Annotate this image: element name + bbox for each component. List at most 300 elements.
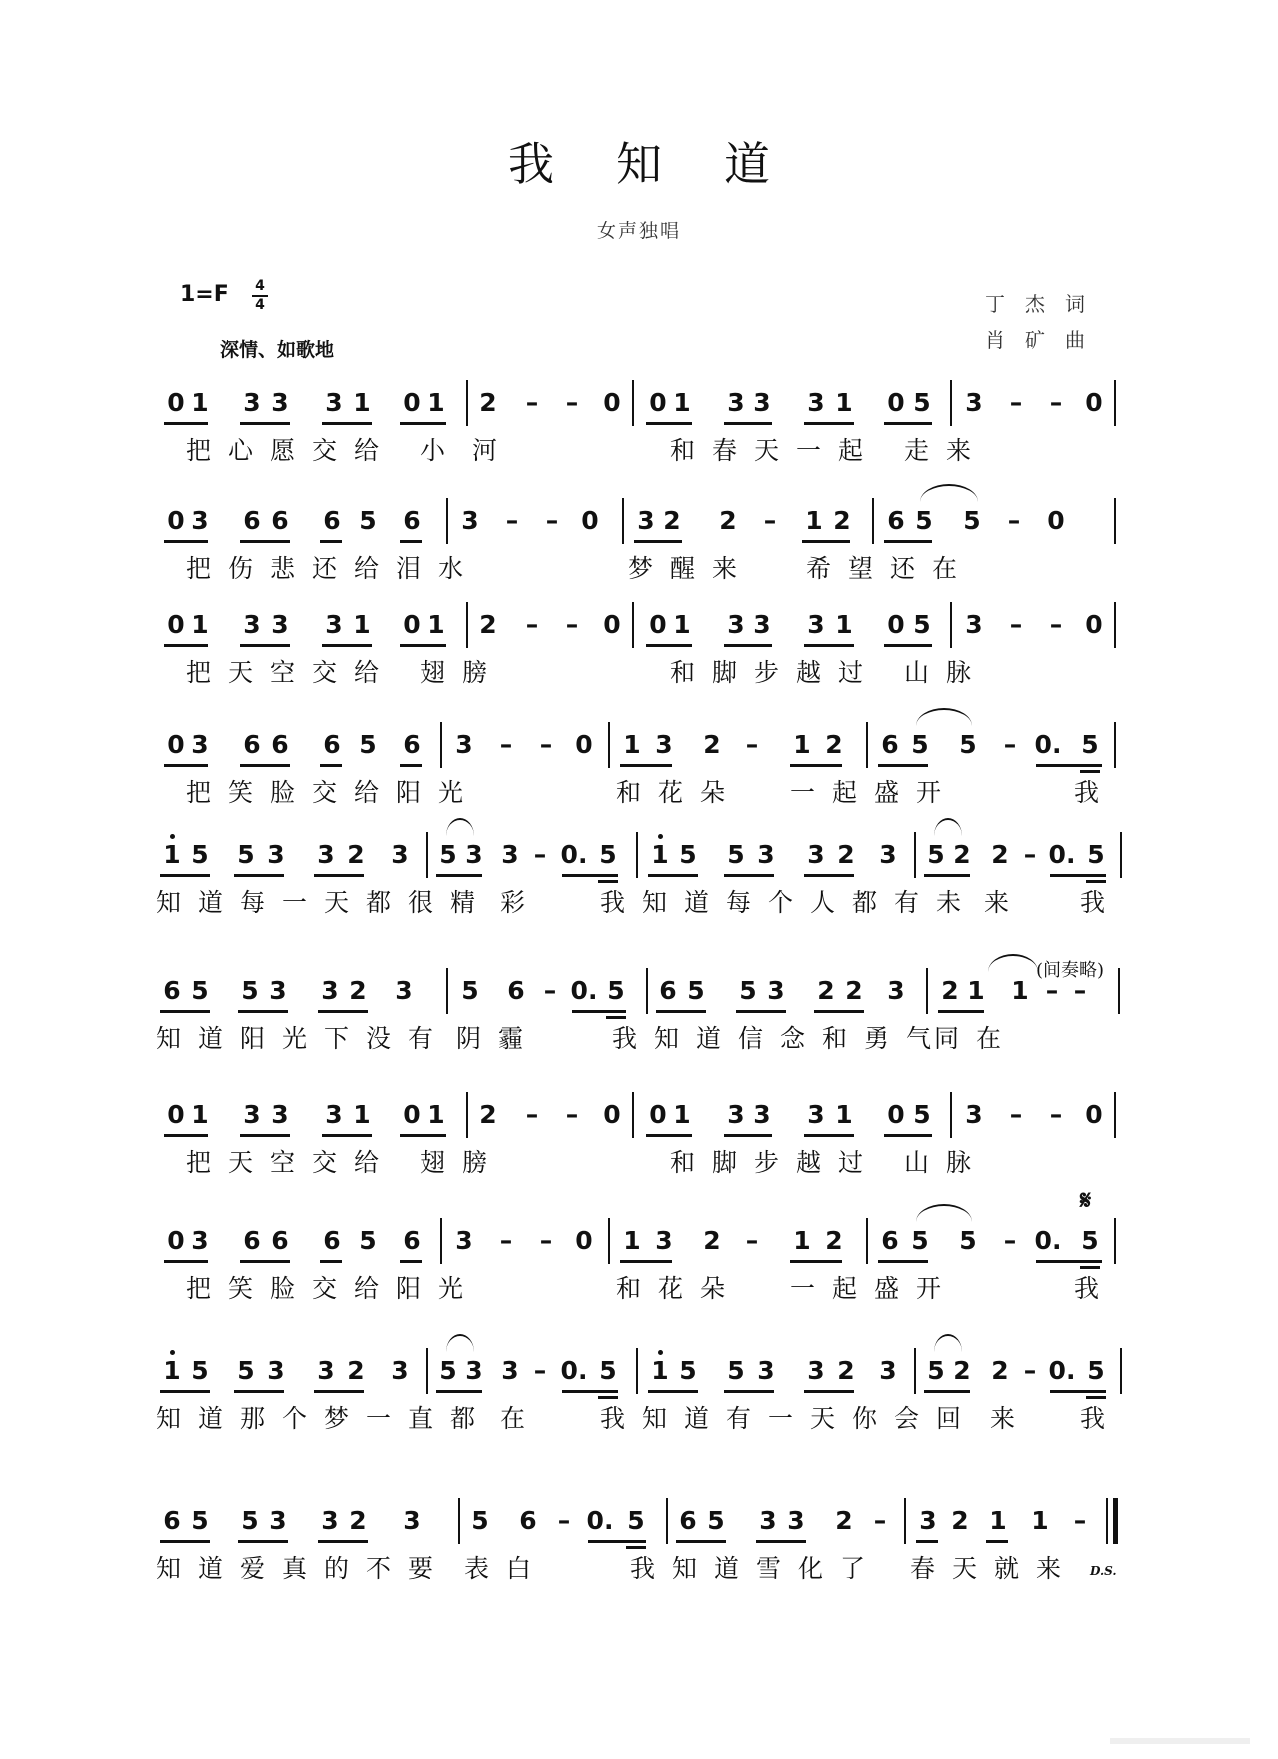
beam xyxy=(620,1260,672,1263)
note: – xyxy=(525,388,539,417)
lyric: 我 xyxy=(1074,778,1117,807)
note: 1 xyxy=(989,1506,1007,1535)
note: 1 xyxy=(191,1100,209,1129)
beam xyxy=(400,1134,446,1137)
lyric: 山脉 xyxy=(904,1148,989,1177)
note: 3 xyxy=(455,1226,473,1255)
note: – xyxy=(565,610,579,639)
note: 3 xyxy=(655,730,673,759)
performance-subtitle: 女声独唱 xyxy=(596,220,681,242)
note: – xyxy=(1045,976,1059,1005)
note: 3 xyxy=(787,1506,805,1535)
beam xyxy=(322,422,372,425)
lyric: 和脚步越过 xyxy=(670,1148,881,1177)
note: 3 xyxy=(879,840,897,869)
beam xyxy=(598,1396,618,1399)
barline xyxy=(632,380,634,426)
note: 5 xyxy=(191,840,209,869)
beam xyxy=(804,422,854,425)
note: 3 xyxy=(191,730,209,759)
note: 1 xyxy=(353,388,371,417)
note: 1 xyxy=(651,1356,669,1385)
barline xyxy=(426,1348,428,1394)
note: 3 xyxy=(271,610,289,639)
note: 2 xyxy=(703,730,721,759)
note: – xyxy=(1023,1356,1037,1385)
note: – xyxy=(1009,388,1023,417)
barline xyxy=(636,1348,638,1394)
note: – xyxy=(1023,840,1037,869)
note: 2 xyxy=(817,976,835,1005)
beam xyxy=(322,1134,372,1137)
note: 0 xyxy=(1085,610,1103,639)
note: 2 xyxy=(703,1226,721,1255)
beam xyxy=(676,1540,726,1543)
time-signature-top: 4 xyxy=(255,278,265,294)
note: 3 xyxy=(753,1100,771,1129)
beam xyxy=(164,764,208,767)
barline xyxy=(446,498,448,544)
note: 0 xyxy=(603,610,621,639)
note: 3 xyxy=(727,388,745,417)
note: 0 xyxy=(649,610,667,639)
barline xyxy=(950,1092,952,1138)
note: 1 xyxy=(673,1100,691,1129)
note: 0 xyxy=(403,1100,421,1129)
lyric: 我知道雪化了 xyxy=(630,1554,883,1583)
note: 0 xyxy=(167,1100,185,1129)
note: 1 xyxy=(191,388,209,417)
note: 5 xyxy=(1087,1356,1105,1385)
note: 5 xyxy=(927,1356,945,1385)
note: 0 xyxy=(603,1100,621,1129)
lyric: 和花朵 xyxy=(616,1274,743,1303)
note: – xyxy=(1049,1100,1063,1129)
note: 6 xyxy=(519,1506,537,1535)
note: 3 xyxy=(807,840,825,869)
beam xyxy=(804,1134,854,1137)
beam xyxy=(160,1010,210,1013)
note: 3 xyxy=(887,976,905,1005)
note: 5 xyxy=(679,1356,697,1385)
note: 0 xyxy=(581,506,599,535)
note: 5 xyxy=(959,730,977,759)
note: 3 xyxy=(919,1506,937,1535)
note: 1 xyxy=(163,840,181,869)
note: 5 xyxy=(911,1226,929,1255)
lyricist-credit: 丁杰词 xyxy=(985,292,1105,316)
beam xyxy=(240,644,290,647)
beam xyxy=(804,1390,854,1393)
beam xyxy=(160,1390,210,1393)
note: 3 xyxy=(501,840,519,869)
note: 3 xyxy=(325,610,343,639)
lyric: 知道阳光下没有 xyxy=(156,1024,451,1053)
beam xyxy=(648,874,698,877)
lyric: 山脉 xyxy=(904,658,989,687)
note: 3 xyxy=(269,976,287,1005)
note: 3 xyxy=(757,840,775,869)
note: – xyxy=(1007,506,1021,535)
beam xyxy=(320,1260,342,1263)
beam xyxy=(804,874,854,877)
barline xyxy=(446,968,448,1014)
beam xyxy=(240,422,290,425)
beam xyxy=(1080,770,1100,773)
note: 3 xyxy=(191,1226,209,1255)
beam xyxy=(1086,880,1106,883)
barline xyxy=(1120,832,1122,878)
note: – xyxy=(1049,610,1063,639)
note: 6 xyxy=(323,730,341,759)
lyric: 知道那个梦一直都 xyxy=(156,1404,493,1433)
beam xyxy=(1086,1396,1106,1399)
barline xyxy=(1114,380,1116,426)
note: 0. xyxy=(560,1356,588,1385)
tempo-marking: 深情、如歌地 xyxy=(220,339,335,361)
note: 3 xyxy=(191,506,209,535)
beam xyxy=(878,764,928,767)
note: 3 xyxy=(461,506,479,535)
note: 2 xyxy=(663,506,681,535)
note: 1 xyxy=(623,730,641,759)
note: 2 xyxy=(953,840,971,869)
note: – xyxy=(873,1506,887,1535)
note: 5 xyxy=(1087,840,1105,869)
note: 2 xyxy=(349,1506,367,1535)
beam xyxy=(598,880,618,883)
note: 1 xyxy=(623,1226,641,1255)
note: – xyxy=(1049,388,1063,417)
note: 5 xyxy=(241,976,259,1005)
note: 3 xyxy=(807,610,825,639)
lyric: 在 xyxy=(500,1404,543,1433)
beam xyxy=(240,1260,290,1263)
beam xyxy=(400,644,446,647)
barline xyxy=(440,1218,442,1264)
barline xyxy=(914,1348,916,1394)
note: 6 xyxy=(403,506,421,535)
lyric: 我 xyxy=(1080,888,1123,917)
final-barline-thick xyxy=(1113,1498,1118,1544)
note: 0. xyxy=(1034,1226,1062,1255)
note: 2 xyxy=(825,730,843,759)
note: 0 xyxy=(1085,1100,1103,1129)
note: 6 xyxy=(271,1226,289,1255)
note: 6 xyxy=(163,1506,181,1535)
note: 3 xyxy=(243,610,261,639)
beam xyxy=(160,874,210,877)
beam xyxy=(320,540,342,543)
barline xyxy=(1114,498,1116,544)
barline xyxy=(636,832,638,878)
beam xyxy=(164,644,208,647)
note: 0 xyxy=(167,388,185,417)
barline xyxy=(466,380,468,426)
note: 0 xyxy=(575,730,593,759)
note: 0 xyxy=(167,1226,185,1255)
beam xyxy=(164,540,208,543)
note: – xyxy=(1009,1100,1023,1129)
beam xyxy=(884,540,932,543)
note: 3 xyxy=(759,1506,777,1535)
beam xyxy=(648,1390,698,1393)
note: 3 xyxy=(965,610,983,639)
note: 3 xyxy=(753,610,771,639)
barline xyxy=(466,1092,468,1138)
note: – xyxy=(1009,610,1023,639)
barline xyxy=(632,602,634,648)
beam xyxy=(240,764,290,767)
note: 2 xyxy=(719,506,737,535)
note: 3 xyxy=(271,1100,289,1129)
note: 3 xyxy=(965,1100,983,1129)
note: 2 xyxy=(953,1356,971,1385)
note: 1 xyxy=(805,506,823,535)
barline xyxy=(466,602,468,648)
note: 2 xyxy=(941,976,959,1005)
note: 1 xyxy=(793,1226,811,1255)
lyric: 一起盛开 xyxy=(790,778,959,807)
note: 3 xyxy=(317,840,335,869)
note: 3 xyxy=(403,1506,421,1535)
beam xyxy=(320,764,342,767)
beam xyxy=(620,764,672,767)
lyric: 走来 xyxy=(904,436,989,465)
lyric: 我知道信念和勇气 xyxy=(612,1024,949,1053)
lyric: 彩 xyxy=(500,888,543,917)
score-system-4 xyxy=(0,730,1278,840)
note: 3 xyxy=(267,1356,285,1385)
note: – xyxy=(763,506,777,535)
note: 3 xyxy=(391,840,409,869)
note: 6 xyxy=(243,730,261,759)
beam xyxy=(884,1134,932,1137)
note: 5 xyxy=(727,1356,745,1385)
lyric: 小 xyxy=(420,436,463,465)
barline xyxy=(426,832,428,878)
note: 2 xyxy=(347,1356,365,1385)
note: 1 xyxy=(427,388,445,417)
beam xyxy=(634,540,682,543)
slur xyxy=(934,1334,962,1352)
note: 5 xyxy=(237,1356,255,1385)
beam xyxy=(160,1540,210,1543)
note: – xyxy=(1073,976,1087,1005)
barline xyxy=(1120,1348,1122,1394)
note: 0 xyxy=(649,1100,667,1129)
lyric: 翅膀 xyxy=(420,1148,505,1177)
note: 0 xyxy=(649,388,667,417)
slur xyxy=(988,954,1038,972)
note: 2 xyxy=(837,1356,855,1385)
note: 0. xyxy=(1048,1356,1076,1385)
barline xyxy=(866,722,868,768)
note: – xyxy=(565,388,579,417)
lyric: 同在 xyxy=(934,1024,1019,1053)
note: 0 xyxy=(403,388,421,417)
note: 5 xyxy=(1081,730,1099,759)
note: 1 xyxy=(967,976,985,1005)
barline xyxy=(950,602,952,648)
lyric: 把笑脸交给阳光 xyxy=(186,778,481,807)
lyric: 和花朵 xyxy=(616,778,743,807)
barline xyxy=(1114,1218,1116,1264)
note: 6 xyxy=(323,1226,341,1255)
note: 1 xyxy=(673,610,691,639)
note: 3 xyxy=(455,730,473,759)
beam xyxy=(606,1016,626,1019)
note: 6 xyxy=(243,1226,261,1255)
beam xyxy=(790,764,842,767)
note: 6 xyxy=(881,730,899,759)
note: 2 xyxy=(991,1356,1009,1385)
lyric: 来 xyxy=(990,1404,1033,1433)
note: 3 xyxy=(757,1356,775,1385)
beam xyxy=(646,1134,692,1137)
beam xyxy=(1050,874,1106,877)
beam xyxy=(562,874,618,877)
lyric: 把笑脸交给阳光 xyxy=(186,1274,481,1303)
note: – xyxy=(1003,1226,1017,1255)
note: 1 xyxy=(835,1100,853,1129)
beam xyxy=(1050,1390,1106,1393)
barline xyxy=(608,722,610,768)
lyric: 表白 xyxy=(464,1554,549,1583)
note: 5 xyxy=(191,1356,209,1385)
note: 1 xyxy=(835,610,853,639)
note: 1 xyxy=(163,1356,181,1385)
barline xyxy=(1114,722,1116,768)
beam xyxy=(436,1390,482,1393)
beam xyxy=(656,1010,706,1013)
beam xyxy=(318,1010,368,1013)
beam xyxy=(318,1540,368,1543)
note: 5 xyxy=(607,976,625,1005)
note: 5 xyxy=(727,840,745,869)
note: – xyxy=(499,730,513,759)
slur xyxy=(446,1334,474,1352)
note: 5 xyxy=(191,976,209,1005)
lyric: 翅膀 xyxy=(420,658,505,687)
note: 6 xyxy=(271,730,289,759)
beam xyxy=(238,1010,288,1013)
note: 3 xyxy=(395,976,413,1005)
note: 0 xyxy=(167,610,185,639)
note: 0 xyxy=(887,388,905,417)
note: – xyxy=(533,840,547,869)
note: 2 xyxy=(845,976,863,1005)
note: 1 xyxy=(427,1100,445,1129)
note: 1 xyxy=(1011,976,1029,1005)
note: 1 xyxy=(191,610,209,639)
barline xyxy=(914,832,916,878)
note: 5 xyxy=(959,1226,977,1255)
time-signature-bottom: 4 xyxy=(255,297,265,313)
note: 1 xyxy=(651,840,669,869)
lyric: 我 xyxy=(1080,1404,1123,1433)
note: 3 xyxy=(465,1356,483,1385)
note: – xyxy=(525,1100,539,1129)
barline xyxy=(622,498,624,544)
beam xyxy=(924,1390,970,1393)
note: 3 xyxy=(321,976,339,1005)
beam xyxy=(916,1540,938,1543)
beam xyxy=(938,1010,984,1013)
note: 2 xyxy=(479,1100,497,1129)
note: 1 xyxy=(1031,1506,1049,1535)
note: 6 xyxy=(507,976,525,1005)
beam xyxy=(1036,764,1102,767)
time-signature xyxy=(252,279,268,313)
note: 5 xyxy=(599,840,617,869)
note: 3 xyxy=(727,610,745,639)
note: 3 xyxy=(767,976,785,1005)
beam xyxy=(626,1546,646,1549)
note: 5 xyxy=(359,730,377,759)
note: 3 xyxy=(317,1356,335,1385)
note: 6 xyxy=(163,976,181,1005)
note: 5 xyxy=(913,1100,931,1129)
note: 5 xyxy=(679,840,697,869)
note: – xyxy=(565,1100,579,1129)
note: 3 xyxy=(807,1356,825,1385)
note: 0 xyxy=(403,610,421,639)
score-system-3 xyxy=(0,610,1278,720)
note: 3 xyxy=(267,840,285,869)
note: 0 xyxy=(1085,388,1103,417)
score-system-10 xyxy=(0,1506,1278,1616)
beam xyxy=(588,1540,646,1543)
beam xyxy=(646,422,692,425)
note: 2 xyxy=(349,976,367,1005)
lyric: 知道每一天都很精 xyxy=(156,888,493,917)
note: – xyxy=(745,730,759,759)
note: 0. xyxy=(560,840,588,869)
dal-segno-marking: D.S. xyxy=(1090,1564,1117,1578)
note: 0 xyxy=(1047,506,1065,535)
note: 6 xyxy=(323,506,341,535)
note: 0. xyxy=(586,1506,614,1535)
note: 3 xyxy=(269,1506,287,1535)
beam xyxy=(164,1134,208,1137)
beam xyxy=(884,422,932,425)
note: 1 xyxy=(835,388,853,417)
beam xyxy=(314,874,364,877)
lyric: 我知道每个人都有未 xyxy=(600,888,979,917)
composer-credit: 肖矿曲 xyxy=(985,328,1105,352)
note: 5 xyxy=(915,506,933,535)
beam xyxy=(238,1540,288,1543)
song-title: 我知道 xyxy=(508,137,832,191)
barline xyxy=(872,498,874,544)
lyric: 和春天一起 xyxy=(670,436,881,465)
note: 5 xyxy=(461,976,479,1005)
note: 3 xyxy=(807,388,825,417)
barline xyxy=(632,1092,634,1138)
note: 5 xyxy=(739,976,757,1005)
beam xyxy=(878,1260,928,1263)
note: – xyxy=(545,506,559,535)
score-system-1 xyxy=(0,388,1278,498)
lyric: 我 xyxy=(1074,1274,1117,1303)
note: – xyxy=(533,1356,547,1385)
lyric: 把心愿交给 xyxy=(186,436,397,465)
beam xyxy=(322,644,372,647)
barline xyxy=(904,1498,906,1544)
note: 2 xyxy=(835,1506,853,1535)
note: 5 xyxy=(237,840,255,869)
